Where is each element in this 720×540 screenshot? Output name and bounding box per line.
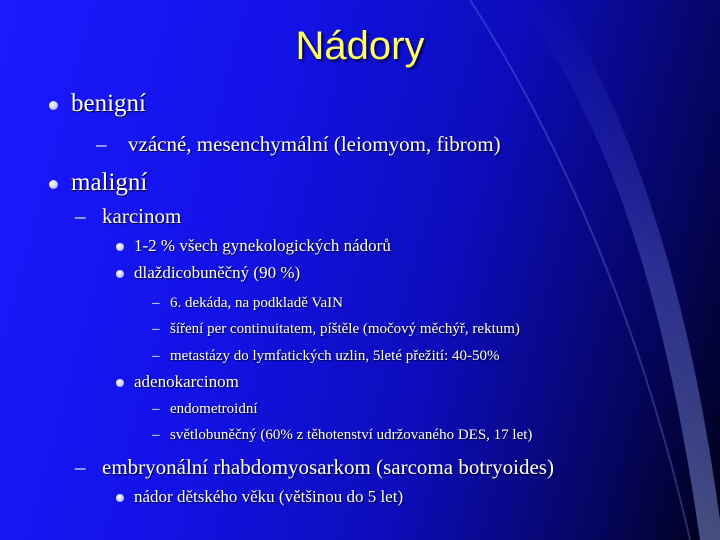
dash-icon: –: [75, 455, 86, 479]
bullet-icon: [116, 379, 124, 387]
bullet-malignant: maligní: [71, 169, 148, 196]
dash-icon: –: [75, 204, 86, 228]
bullet-benign: benigní: [71, 90, 146, 117]
dash-icon: –: [152, 321, 160, 337]
detail-spread: šíření per continuitatem, píštěle (močový měchýř, rektum): [170, 321, 520, 337]
point-squamous: dlaždicobuněčný (90 %): [134, 263, 301, 282]
dash-icon: –: [152, 401, 160, 417]
detail-endometrioid: endometroidní: [170, 401, 258, 417]
point-adenocarcinoma: adenokarcinom: [134, 372, 239, 391]
slide-title: Nádory: [295, 24, 425, 68]
detail-clear-cell: světlobuněčný (60% z těhotenství udržovaného DES, 17 let): [170, 427, 533, 443]
bullet-icon: [116, 243, 124, 251]
subitem-rare: vzácné, mesenchymální (leiomyom, fibrom): [128, 132, 501, 156]
detail-decade: 6. dekáda, na podkladě VaIN: [170, 295, 343, 311]
dash-icon: –: [152, 295, 160, 311]
detail-metastasis: metastázy do lymfatických uzlin, 5leté přežití: 40-50%: [170, 348, 500, 364]
point-incidence: 1-2 % všech gynekologických nádorů: [134, 236, 391, 255]
bullet-icon: [116, 494, 124, 502]
dash-icon: –: [96, 132, 107, 156]
point-childhood: nádor dětského věku (většinou do 5 let): [134, 487, 404, 506]
dash-icon: –: [152, 427, 160, 443]
dash-icon: –: [152, 348, 160, 364]
bullet-icon: [49, 101, 58, 110]
bullet-icon: [116, 270, 124, 278]
subitem-carcinoma: karcinom: [102, 204, 182, 228]
bullet-icon: [49, 180, 58, 189]
subitem-rhabdomyosarcoma: embryonální rhabdomyosarkom (sarcoma botryoides): [102, 455, 554, 479]
